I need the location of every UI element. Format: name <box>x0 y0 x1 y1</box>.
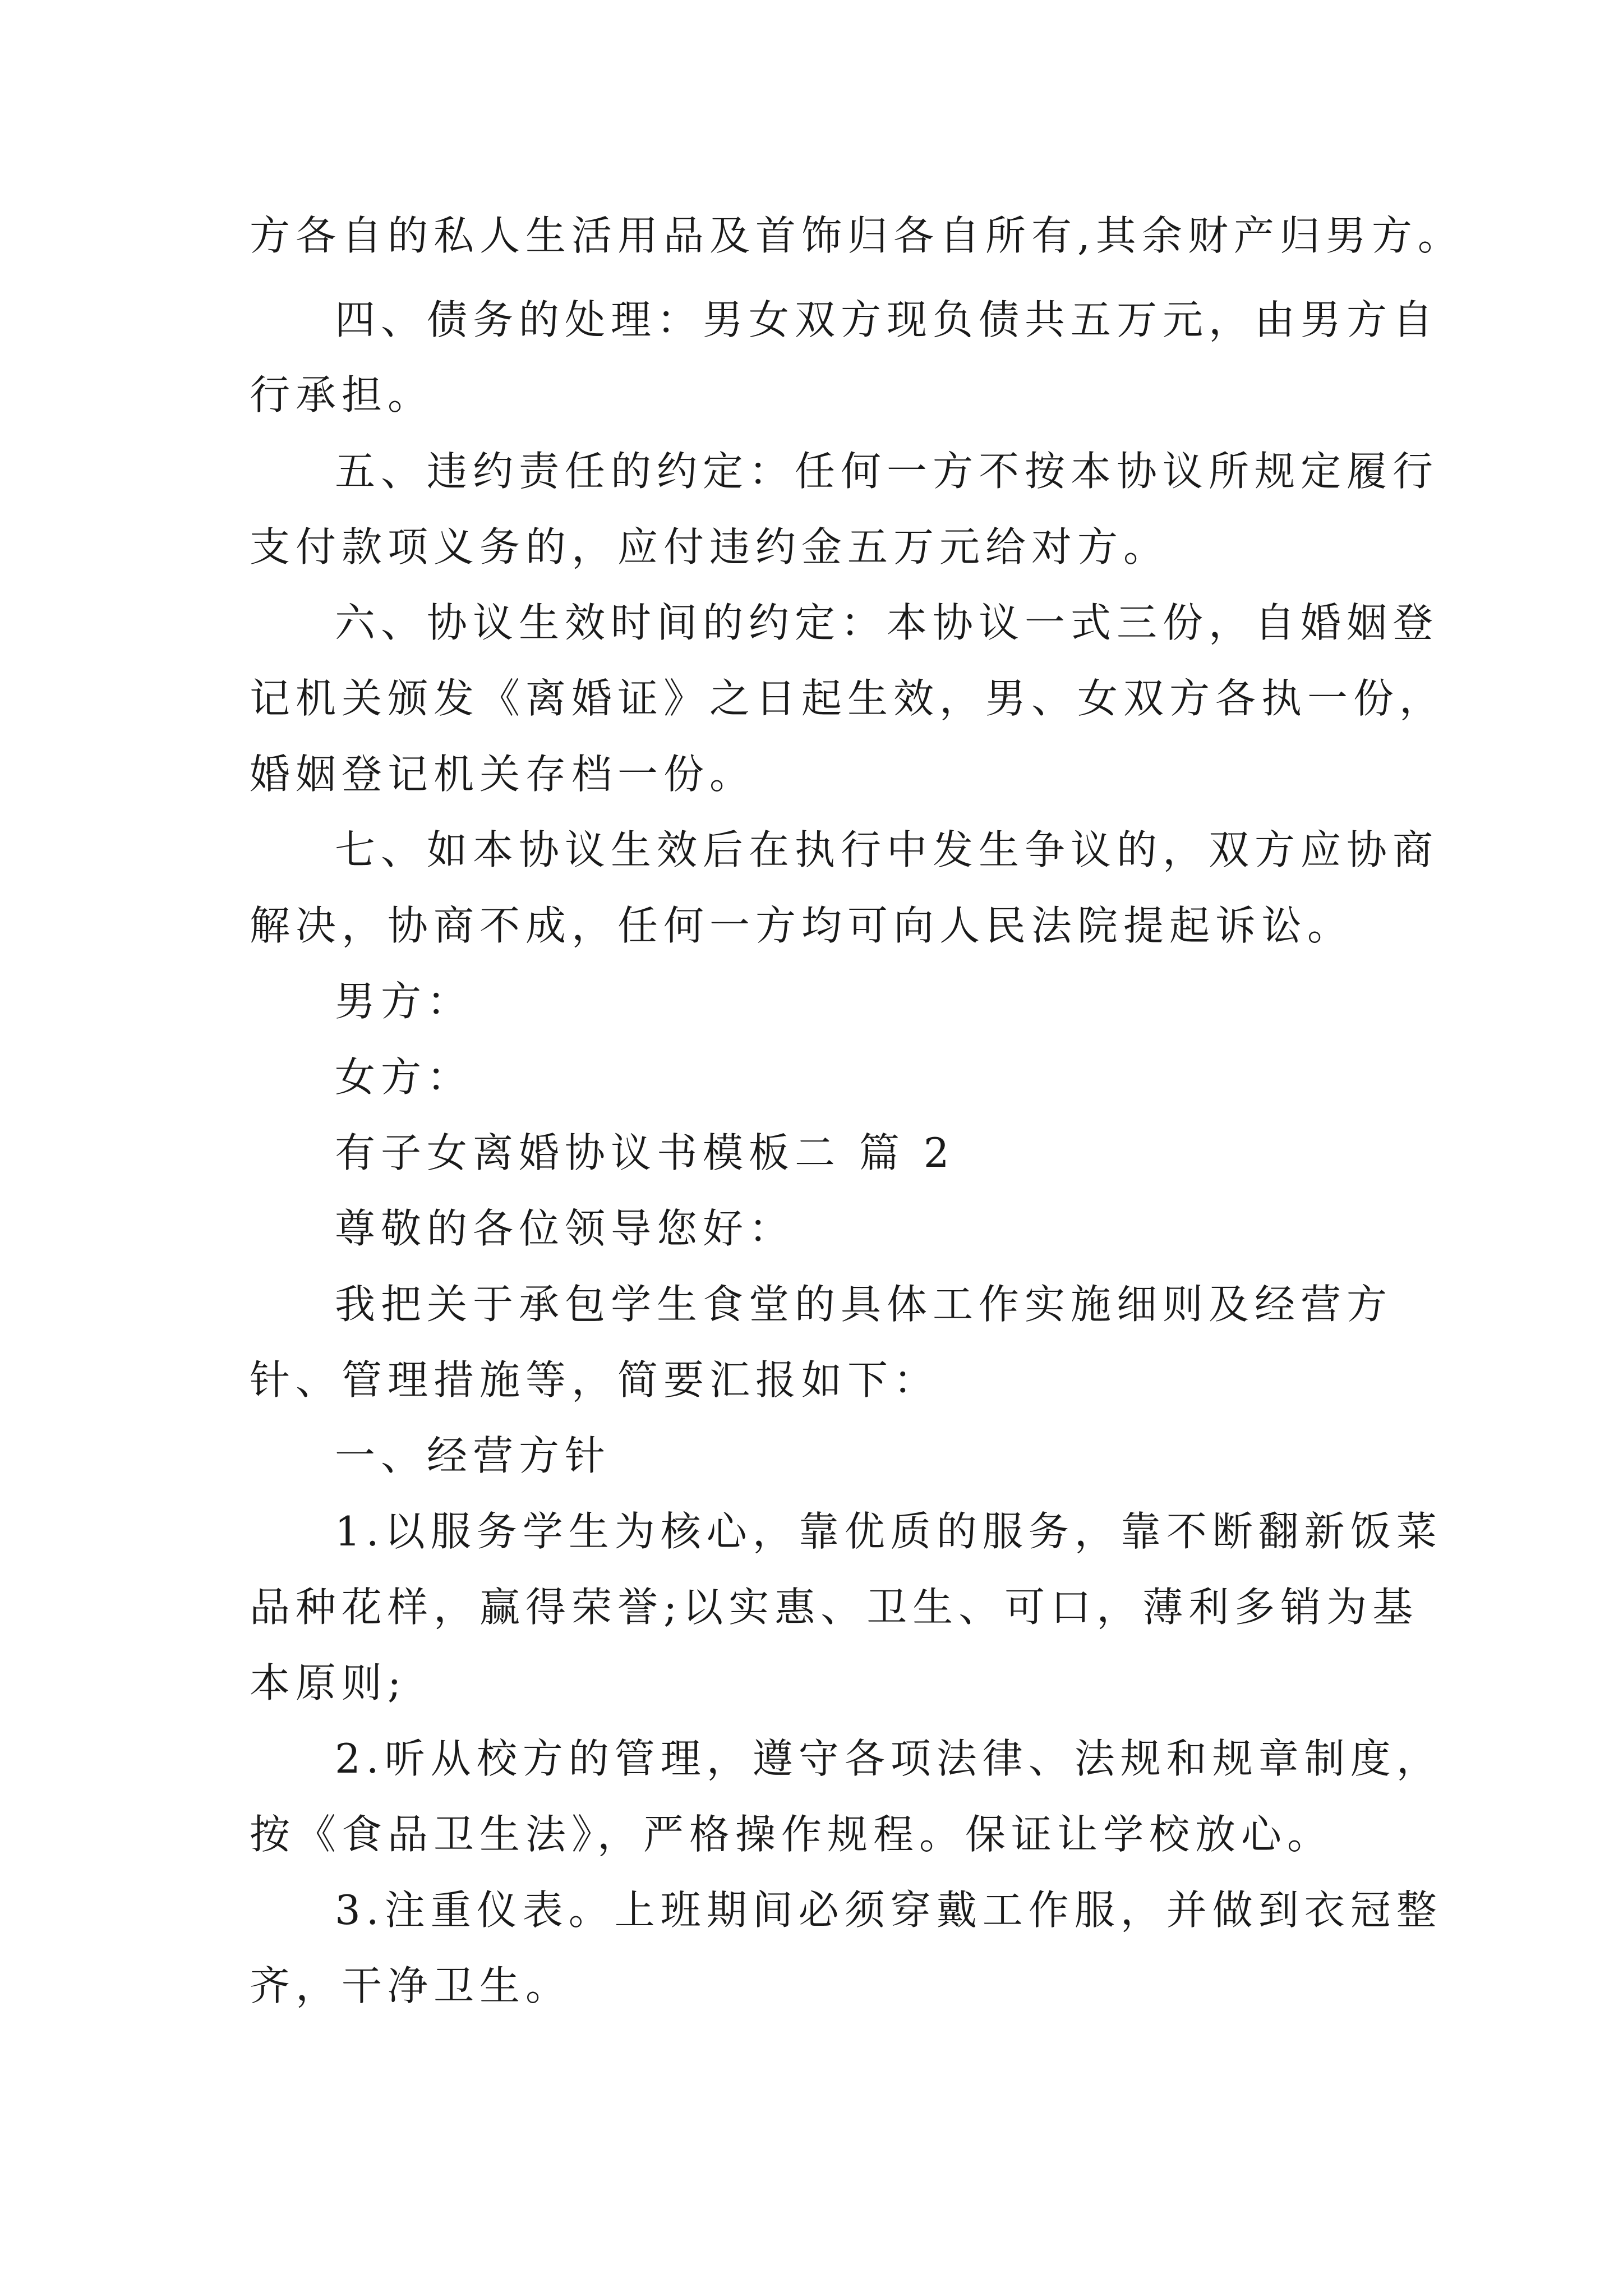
text-line: 方各自的私人生活用品及首饰归各自所有,其余财产归男方。 <box>250 212 1464 259</box>
text-line: 本原则; <box>250 1659 407 1706</box>
text-line: 我把关于承包学生食堂的具体工作实施细则及经营方 <box>335 1281 1393 1328</box>
text-line: 行承担。 <box>250 371 434 418</box>
text-line: 六、协议生效时间的约定：本协议一式三份，自婚姻登 <box>335 599 1439 646</box>
text-line: 五、违约责任的约定：任何一方不按本协议所规定履行 <box>335 448 1439 495</box>
text-line: 1.以服务学生为核心，靠优质的服务，靠不断翻新饭菜 <box>335 1508 1442 1555</box>
text-line: 支付款项义务的，应付违约金五万元给对方。 <box>250 523 1170 570</box>
text-line: 尊敬的各位领导您好： <box>335 1205 795 1252</box>
text-line: 有子女离婚协议书模板二 篇 2 <box>335 1129 955 1176</box>
text-line: 七、如本协议生效后在执行中发生争议的，双方应协商 <box>335 826 1439 873</box>
text-line: 一、经营方针 <box>335 1432 611 1479</box>
text-line: 按《食品卫生法》，严格操作规程。保证让学校放心。 <box>250 1811 1334 1858</box>
text-line: 针、管理措施等，简要汇报如下： <box>250 1356 940 1404</box>
text-line: 3.注重仪表。上班期间必须穿戴工作服，并做到衣冠整 <box>335 1887 1442 1934</box>
text-line: 四、债务的处理：男女双方现负债共五万元，由男方自 <box>335 296 1439 343</box>
text-line: 男方： <box>335 978 473 1025</box>
text-line: 2.听从校方的管理，遵守各项法律、法规和规章制度， <box>335 1735 1442 1782</box>
text-line: 记机关颁发《离婚证》之日起生效，男、女双方各执一份， <box>250 675 1446 722</box>
text-line: 品种花样，赢得荣誉;以实惠、卫生、可口，薄利多销为基 <box>250 1584 1419 1631</box>
text-line: 齐，干净卫生。 <box>250 1962 572 2009</box>
text-line: 解决，协商不成，任何一方均可向人民法院提起诉讼。 <box>250 902 1354 949</box>
text-line: 女方： <box>335 1053 473 1101</box>
text-line: 婚姻登记机关存档一份。 <box>250 751 756 798</box>
